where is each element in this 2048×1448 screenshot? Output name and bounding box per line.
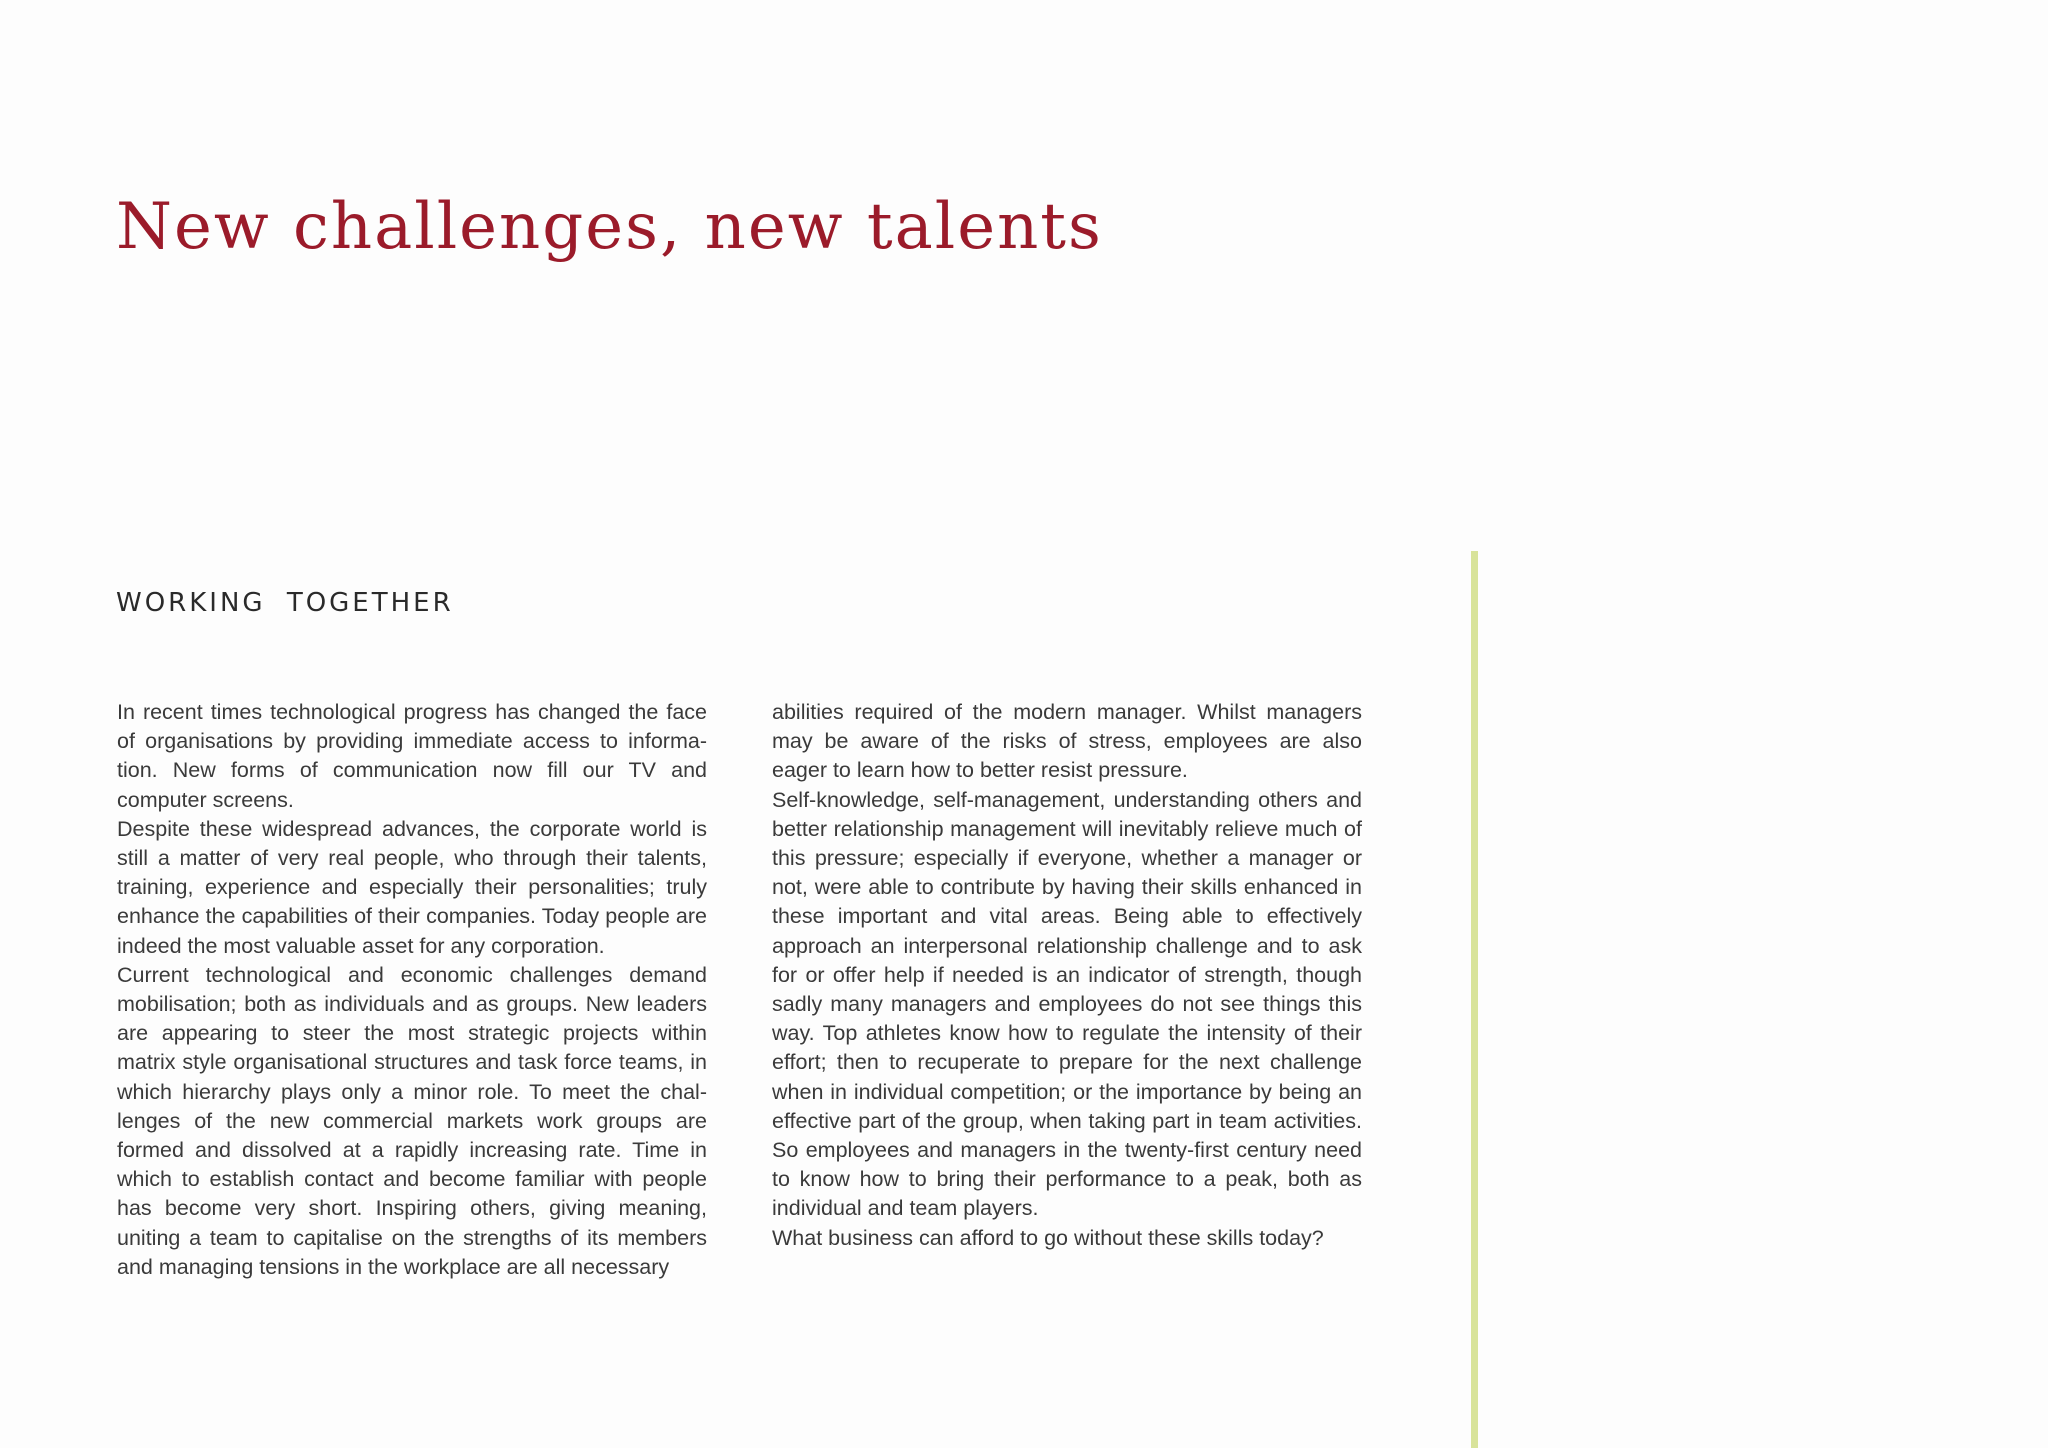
accent-divider-bar	[1471, 551, 1478, 1448]
page-title: New challenges, new talents	[116, 190, 1103, 264]
body-paragraph: Self-knowledge, self-management, understanding others and better relationship management will inevitably relieve much of this pressure; especially if everyone, whether a manager or not, were able to contribute by having their skills enhanced in these important and vital areas. Being able to effectively approach an interpersonal relationship challenge and to ask for or offer help if needed is an indicator of strength, though sadly many managers and employees do not see things this way. Top athletes know how to regulate the intensity of their effort; then to recuperate to prepare for the next challenge when in individual competition; or the importance by being an effective part of the group, when taking part in team activities. So employees and managers in the twenty-first century need to know how to bring their performance to a peak, both as individual and team players.	[772, 787, 1362, 1221]
body-column-right	[772, 698, 1362, 1253]
body-paragraph: abilities required of the modern manager. Whilst managers may be aware of the risks of stress, employees are also eager to learn how to better resist pressure.	[772, 700, 1362, 783]
body-paragraph: Current technological and economic challenges demand mobilisation; both as individuals and as groups. New leaders are appearing to steer the most strategic projects within matrix style organisational structures and task force teams, in which hierarchy plays only a minor role. To meet the challenges of the new commercial markets work groups are formed and dissolved at a rapidly increasing rate. Time in which to establish contact and become familiar with people has become very short. Inspiring others, giving meaning, uniting a team to capitalise on the strengths of its members and managing tensions in the workplace are all necessary	[117, 962, 707, 1279]
body-paragraph: What business can afford to go without these skills today?	[772, 1225, 1324, 1250]
body-paragraph: Despite these widespread advances, the corporate world is still a matter of very real people, who through their talents, training, experience and especially their personalities; truly enhance the capabilities of their companies. Today people are indeed the most valuable asset for any corporation.	[117, 816, 707, 958]
body-paragraph: In recent times technological progress has changed the face of organisations by providing immediate access to information. New forms of communication now fill our TV and computer screens.	[117, 700, 707, 812]
body-column-left	[117, 698, 707, 1282]
section-heading: WORKING TOGETHER	[116, 588, 454, 618]
